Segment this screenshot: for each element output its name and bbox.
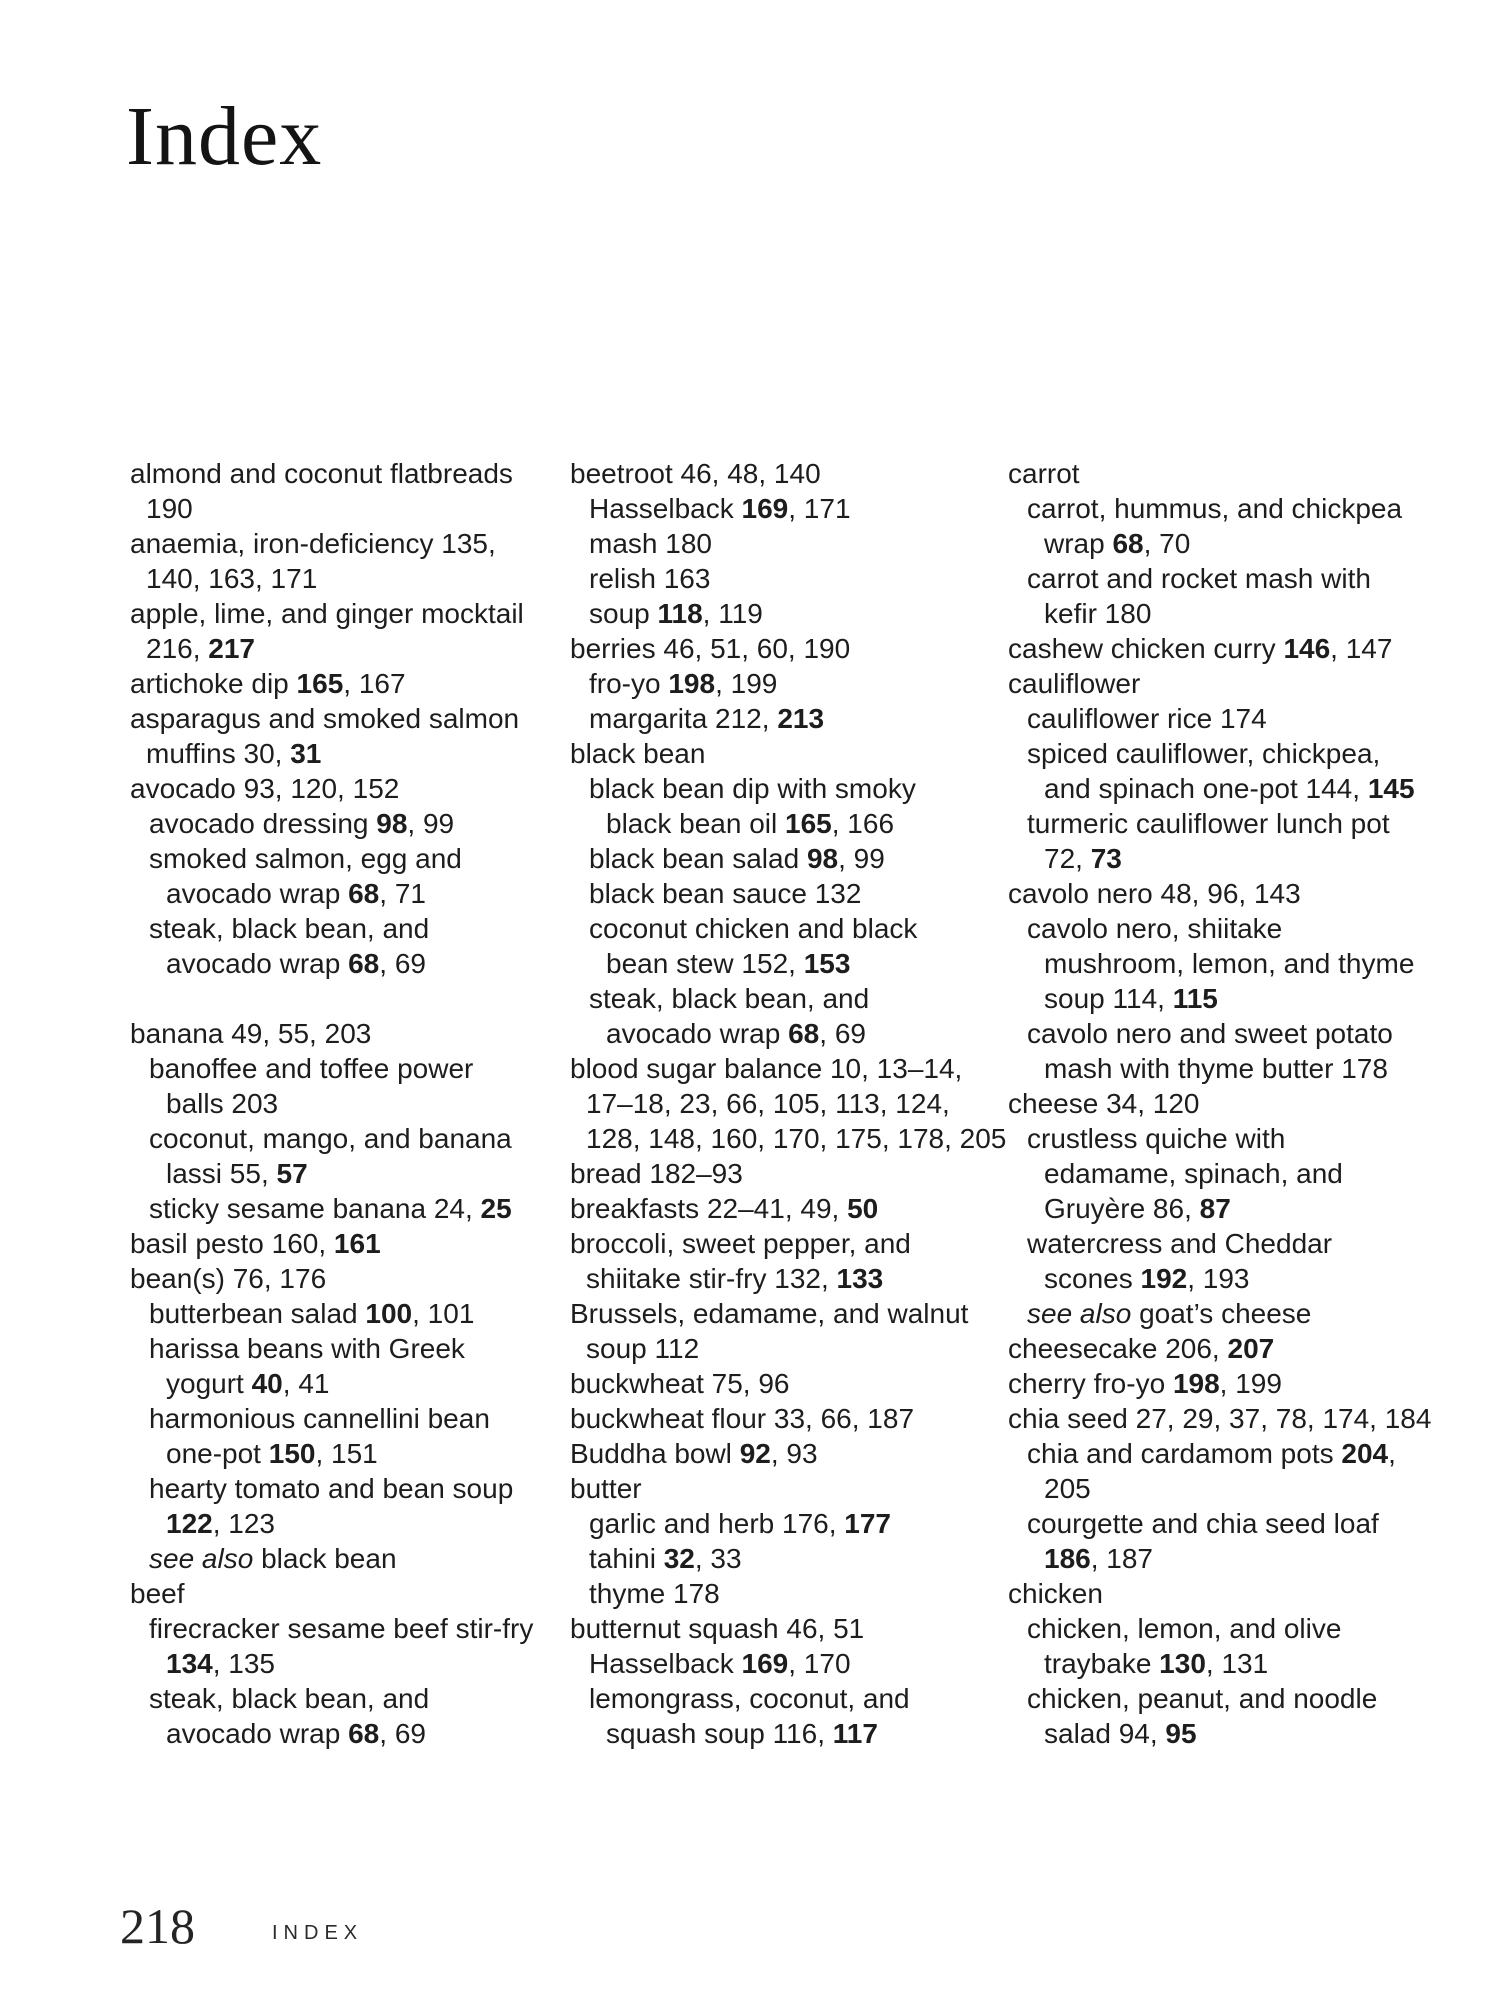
index-line: bread 182–93 [570,1158,743,1189]
index-line: berries 46, 51, 60, 190 [570,633,851,664]
index-line: basil pesto 160, 161 [130,1228,381,1259]
index-line: 134, 135 [166,1648,275,1679]
index-line: harmonious cannellini bean [149,1403,490,1434]
index-line: avocado dressing 98, 99 [149,808,455,839]
index-line: 190 [146,493,193,524]
index-line: Gruyère 86, 87 [1044,1193,1231,1224]
index-line: shiitake stir-fry 132, 133 [586,1263,884,1294]
page-title: Index [126,90,323,183]
index-line: firecracker sesame beef stir-fry [149,1613,534,1644]
index-line: watercress and Cheddar [1027,1228,1333,1259]
page-number: 218 [120,1898,195,1954]
index-line: edamame, spinach, and [1044,1158,1343,1189]
index-line: soup 118, 119 [589,598,763,629]
index-line: bean stew 152, 153 [606,948,851,979]
index-line: black bean sauce 132 [589,878,862,909]
index-line: garlic and herb 176, 177 [589,1508,891,1539]
index-line: chicken, lemon, and olive [1027,1613,1342,1644]
index-line: mushroom, lemon, and thyme [1044,948,1415,979]
index-line: black bean dip with smoky [589,773,916,804]
index-line: banoffee and toffee power [149,1053,474,1084]
index-line: almond and coconut flatbreads [130,458,513,489]
index-line: mash with thyme butter 178 [1044,1053,1388,1084]
index-line: buckwheat 75, 96 [570,1368,790,1399]
index-line: margarita 212, 213 [589,703,825,734]
index-line: asparagus and smoked salmon [130,703,520,734]
index-line: chicken [1008,1578,1103,1609]
index-line: turmeric cauliflower lunch pot [1027,808,1390,839]
index-line: 72, 73 [1044,843,1122,874]
index-line: black bean oil 165, 166 [606,808,895,839]
index-line: 216, 217 [146,633,255,664]
index-line: 17–18, 23, 66, 105, 113, 124, [586,1088,950,1119]
index-line: avocado wrap 68, 69 [166,948,426,979]
index-line: 186, 187 [1044,1543,1153,1574]
index-line: butterbean salad 100, 101 [149,1298,475,1329]
index-line: bean(s) 76, 176 [130,1263,327,1294]
index-line: 205 [1044,1473,1091,1504]
index-line: avocado wrap 68, 69 [166,1718,426,1749]
index-line: steak, black bean, and [149,1683,430,1714]
index-line: spiced cauliflower, chickpea, [1027,738,1381,769]
index-line-spacer [130,981,570,1016]
index-line: soup 112 [586,1333,700,1364]
index-line: thyme 178 [589,1578,720,1609]
index-line: and spinach one-pot 144, 145 [1044,773,1415,804]
index-line: chia and cardamom pots 204, [1027,1438,1396,1469]
index-line: Buddha bowl 92, 93 [570,1438,818,1469]
index-line: Brussels, edamame, and walnut [570,1298,969,1329]
index-line: traybake 130, 131 [1044,1648,1269,1679]
index-line: banana 49, 55, 203 [130,1018,372,1049]
index-line: cheesecake 206, 207 [1008,1333,1275,1364]
index-line: 140, 163, 171 [146,563,318,594]
index-column-3 [1008,456,1478,1751]
index-line: cavolo nero 48, 96, 143 [1008,878,1301,909]
index-line: buckwheat flour 33, 66, 187 [570,1403,915,1434]
index-line: blood sugar balance 10, 13–14, [570,1053,963,1084]
footer-index-label: INDEX [272,1922,364,1944]
index-line: cheese 34, 120 [1008,1088,1200,1119]
index-line: cavolo nero and sweet potato [1027,1018,1393,1049]
index-line: beetroot 46, 48, 140 [570,458,821,489]
index-line: fro-yo 198, 199 [589,668,778,699]
index-line: steak, black bean, and [589,983,870,1014]
index-line: Hasselback 169, 171 [589,493,851,524]
index-line: Hasselback 169, 170 [589,1648,851,1679]
index-line: carrot [1008,458,1080,489]
index-line: coconut chicken and black [589,913,918,944]
index-line: smoked salmon, egg and [149,843,462,874]
index-line: harissa beans with Greek [149,1333,465,1364]
index-line: scones 192, 193 [1044,1263,1250,1294]
index-line: hearty tomato and bean soup [149,1473,514,1504]
index-line: cashew chicken curry 146, 147 [1008,633,1393,664]
index-line: courgette and chia seed loaf [1027,1508,1379,1539]
index-line: cauliflower rice 174 [1027,703,1267,734]
index-line: mash 180 [589,528,712,559]
index-line: relish 163 [589,563,711,594]
index-line: cavolo nero, shiitake [1027,913,1283,944]
index-line: artichoke dip 165, 167 [130,668,406,699]
index-line: kefir 180 [1044,598,1152,629]
index-line: muffins 30, 31 [146,738,322,769]
index-line: sticky sesame banana 24, 25 [149,1193,512,1224]
index-line: coconut, mango, and banana [149,1123,512,1154]
index-line: yogurt 40, 41 [166,1368,330,1399]
index-column-2 [570,456,1008,1751]
index-line: squash soup 116, 117 [606,1718,878,1749]
index-line: carrot, hummus, and chickpea [1027,493,1403,524]
index-line: avocado wrap 68, 71 [166,878,426,909]
index-line: crustless quiche with [1027,1123,1286,1154]
index-line: anaemia, iron-deficiency 135, [130,528,496,559]
index-line: butternut squash 46, 51 [570,1613,865,1644]
index-line: one-pot 150, 151 [166,1438,378,1469]
index-line: balls 203 [166,1088,279,1119]
index-line: 128, 148, 160, 170, 175, 178, 205 [586,1123,1007,1154]
index-line: apple, lime, and ginger mocktail [130,598,524,629]
index-line: salad 94, 95 [1044,1718,1197,1749]
index-line: lemongrass, coconut, and [589,1683,910,1714]
index-line: chicken, peanut, and noodle [1027,1683,1378,1714]
index-line: soup 114, 115 [1044,983,1218,1014]
index-line: avocado wrap 68, 69 [606,1018,866,1049]
index-line: broccoli, sweet pepper, and [570,1228,911,1259]
index-line: black bean [570,738,706,769]
index-line: 122, 123 [166,1508,275,1539]
index-line: cauliflower [1008,668,1141,699]
index-line: see also goat’s cheese [1027,1298,1312,1329]
index-line: black bean salad 98, 99 [589,843,885,874]
index-line: see also black bean [149,1543,397,1574]
index-line: carrot and rocket mash with [1027,563,1371,594]
index-line: chia seed 27, 29, 37, 78, 174, 184 [1008,1403,1432,1434]
index-line: tahini 32, 33 [589,1543,742,1574]
index-line: lassi 55, 57 [166,1158,308,1189]
index-line: steak, black bean, and [149,913,430,944]
index-line: breakfasts 22–41, 49, 50 [570,1193,879,1224]
index-line: beef [130,1578,185,1609]
index-line: avocado 93, 120, 152 [130,773,400,804]
index-line: wrap 68, 70 [1044,528,1191,559]
index-line: butter [570,1473,642,1504]
index-line: cherry fro-yo 198, 199 [1008,1368,1282,1399]
index-column-1 [130,456,570,1751]
